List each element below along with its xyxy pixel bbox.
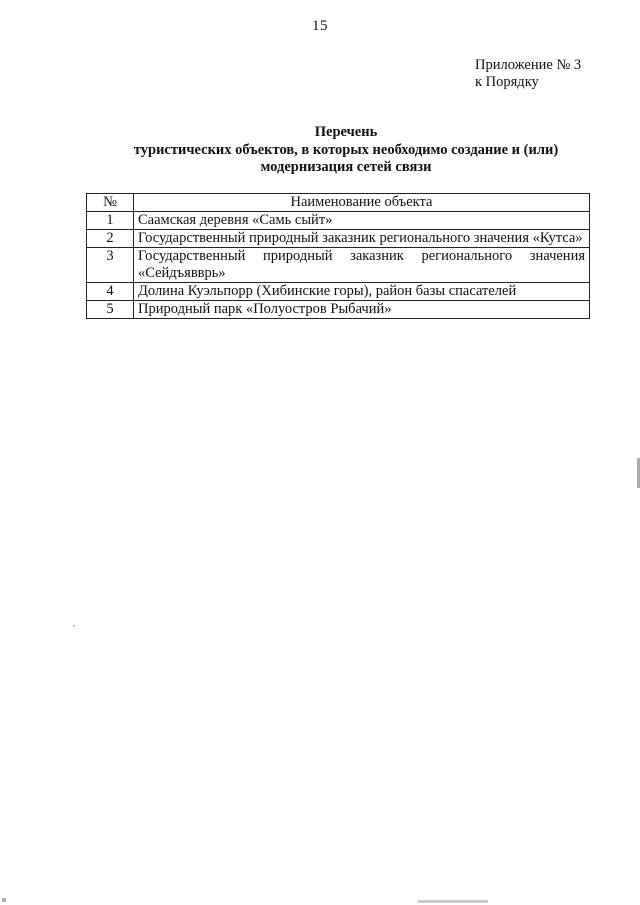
row-number: 2	[87, 230, 134, 248]
object-name: Государственный природный заказник регионального значения «Сейдъявврь»	[134, 248, 590, 283]
page-number: 15	[312, 18, 328, 34]
object-name: Долина Куэльпорр (Хибинские горы), район базы спасателей	[134, 283, 590, 301]
table-row	[87, 212, 590, 230]
title-line-2: туристических объектов, в которых необходимо создание и (или)	[133, 141, 559, 158]
object-name: Природный парк «Полуостров Рыбачий»	[134, 301, 590, 319]
appendix-reference: к Порядку	[475, 74, 539, 90]
scan-artifact	[418, 900, 488, 903]
appendix-title: Приложение № 3	[475, 57, 582, 73]
table-header-row	[87, 194, 590, 212]
object-name: Государственный природный заказник регионального значения «Кутса»	[134, 230, 590, 248]
objects-table	[86, 193, 590, 319]
table-row	[87, 301, 590, 319]
object-name: Саамская деревня «Самь сыйт»	[134, 212, 590, 230]
appendix-note	[475, 57, 581, 91]
column-header-number: №	[87, 194, 134, 212]
document-title	[0, 124, 640, 177]
table-row	[87, 230, 590, 248]
column-header-name: Наименование объекта	[134, 194, 590, 212]
table-row	[87, 283, 590, 301]
title-line-3: модернизация сетей связи	[260, 159, 432, 175]
table-row	[87, 248, 590, 283]
scan-artifact	[2, 898, 6, 902]
row-number: 1	[87, 212, 134, 230]
title-line-1: Перечень	[314, 124, 378, 140]
row-number: 5	[87, 301, 134, 319]
scan-artifact	[73, 625, 75, 627]
row-number: 3	[87, 248, 134, 283]
row-number: 4	[87, 283, 134, 301]
